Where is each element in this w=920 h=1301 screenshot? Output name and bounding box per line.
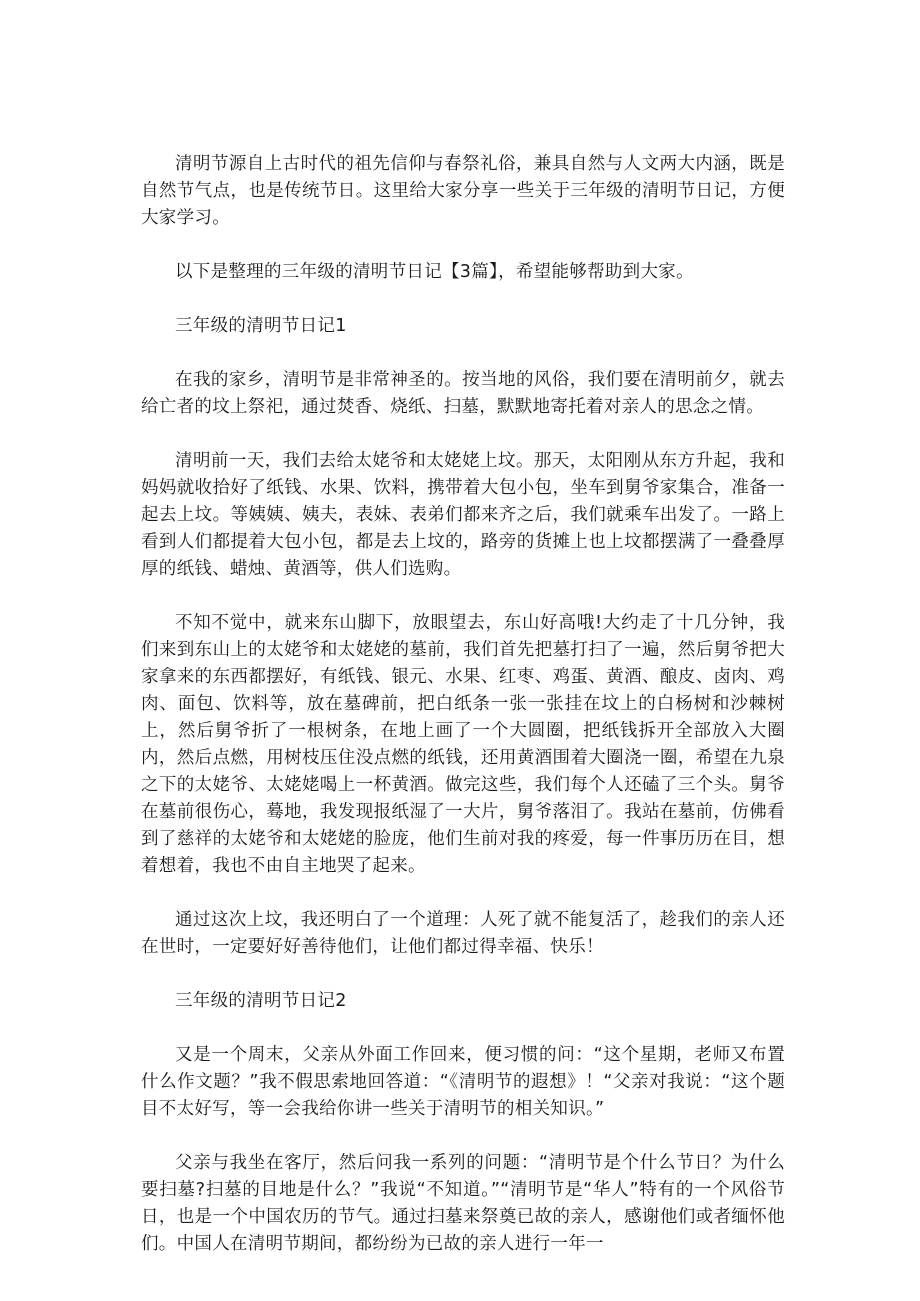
section-heading-diary-1: 三年级的清明节日记1 bbox=[175, 316, 347, 336]
diary-1-paragraph: 在我的家乡，清明节是非常神圣的。按当地的风俗，我们要在清明前夕，就去给亡者的坟上祭祀，通过焚香、烧纸、扫墓，默默地寄托着对亲人的思念之情。 bbox=[141, 370, 785, 417]
document-body bbox=[141, 151, 785, 1285]
diary-2-paragraph: 又是一个周末，父亲从外面工作回来，便习惯的问：“这个星期，老师又布置什么作文题？”我不假思索地回答道：“《清明节的遐想》！“父亲对我说：“这个题目不太好写，等一会我给你讲一些关于清明节的相关知识。” bbox=[141, 1045, 785, 1119]
diary-1-paragraph: 不知不觉中，就来东山脚下，放眼望去，东山好高哦!大约走了十几分钟，我们来到东山上的太姥爷和太姥姥的墓前，我们首先把墓打扫了一遍，然后舅爷把大家拿来的东西都摆好，有纸钱、银元、水果、红枣、鸡蛋、黄酒、酿皮、卤肉、鸡肉、面包、饮料等，放在墓碑前，把白纸条一张一张挂在坟上的白杨树和沙棘树上，然后舅爷折了一根树条，在地上画了一个大圆圈，把纸钱拆开全部放入大圈内，然后点燃，用树枝压住没点燃的纸钱，还用黄酒围着大圈浇一圈，希望在九泉之下的太姥爷、太姥姥喝上一杯黄酒。做完这些，我们每个人还磕了三个头。舅爷在墓前很伤心，蓦地，我发现报纸湿了一大片，舅爷落泪了。我站在墓前，仿佛看到了慈祥的太姥爷和太姥姥的脸庞，他们生前对我的疼爱，每一件事历历在目，想着想着，我也不由自主地哭了起来。 bbox=[141, 613, 785, 876]
intro-paragraph: 清明节源自上古时代的祖先信仰与春祭礼俗，兼具自然与人文两大内涵，既是自然节气点，也是传统节日。这里给大家分享一些关于三年级的清明节日记，方便大家学习。 bbox=[141, 154, 785, 228]
diary-2-paragraph: 父亲与我坐在客厅，然后问我一系列的问题：“清明节是个什么节日？为什么要扫墓?扫墓的目地是什么？”我说“不知道。”“清明节是“华人”特有的一个风俗节日，也是一个中国农历的节气。通过扫墓来祭奠已故的亲人，感谢他们或者缅怀他们。中国人在清明节期间，都纷纷为已故的亲人进行一年一 bbox=[141, 1153, 785, 1254]
summary-paragraph: 以下是整理的三年级的清明节日记【3篇】，希望能够帮助到大家。 bbox=[175, 262, 694, 282]
diary-1-paragraph: 清明前一天，我们去给太姥爷和太姥姥上坟。那天，太阳刚从东方升起，我和妈妈就收拾好了纸钱、水果、饮料，携带着大包小包，坐车到舅爷家集合，准备一起去上坟。等姨姨、姨夫，表妹、表弟们都来齐之后，我们就乘车出发了。一路上看到人们都提着大包小包，都是去上坟的，路旁的货摊上也上坟都摆满了一叠叠厚厚的纸钱、蜡烛、黄酒等，供人们选购。 bbox=[141, 451, 785, 579]
section-heading-diary-2: 三年级的清明节日记2 bbox=[175, 991, 347, 1011]
diary-1-paragraph: 通过这次上坟，我还明白了一个道理：人死了就不能复活了，趁我们的亲人还在世时，一定要好好善待他们，让他们都过得幸福、快乐！ bbox=[141, 910, 785, 957]
